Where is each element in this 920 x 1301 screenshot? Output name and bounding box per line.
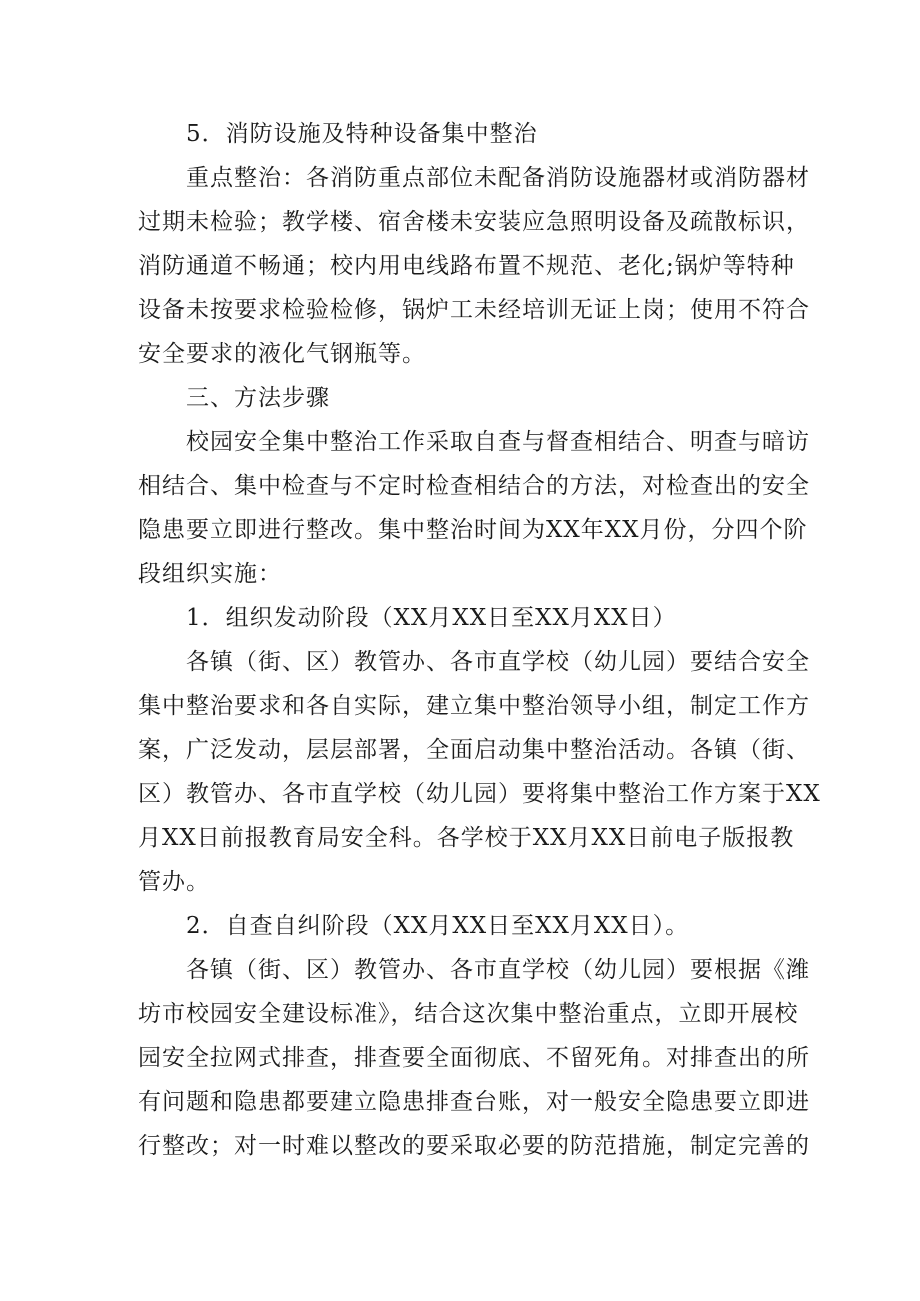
paragraph-mobilization	[138, 640, 821, 904]
section-heading-methods-steps: 三、方法步骤	[186, 385, 330, 411]
text-line: 隐患要立即进行整改。集中整治时间为XX年XX月份，分四个阶	[138, 517, 808, 543]
text-line: 段组织实施：	[138, 561, 282, 587]
section-heading-mobilization-phase: 1．组织发动阶段（XX月XX日至XX月XX日）	[186, 605, 677, 631]
text-line: 行整改；对一时难以整改的要采取必要的防范措施，制定完善的	[138, 1133, 810, 1159]
text-line: 坊市校园安全建设标准》，结合这次集中整治重点，立即开展校	[138, 1001, 799, 1027]
text-line: 园安全拉网式排查，排查要全面彻底、不留死角。对排查出的所	[138, 1045, 810, 1071]
text-line: 过期未检验；教学楼、宿舍楼未安装应急照明设备及疏散标识，	[138, 209, 810, 235]
text-line: 设备未按要求检验检修，锅炉工未经培训无证上岗；使用不符合	[138, 297, 810, 323]
text-line: 案，广泛发动，层层部署，全面启动集中整治活动。各镇（街、	[138, 737, 810, 763]
section-heading-fire-facilities: 5．消防设施及特种设备集中整治	[186, 121, 538, 147]
text-line: 有问题和隐患都要建立隐患排查台账，对一般安全隐患要立即进	[138, 1089, 810, 1115]
text-line: 月XX日前报教育局安全科。各学校于XX月XX日前电子版报教	[138, 825, 795, 851]
paragraph-key-rectification	[138, 156, 810, 376]
text-line: 各镇（街、区）教管办、各市直学校（幼儿园）要结合安全	[186, 649, 810, 675]
text-line: 集中整治要求和各自实际，建立集中整治领导小组，制定工作方	[138, 693, 810, 719]
paragraph-methods-intro	[138, 420, 810, 596]
text-line: 重点整治：各消防重点部位未配备消防设施器材或消防器材	[186, 165, 810, 191]
text-line: 消防通道不畅通；校内用电线路布置不规范、老化;锅炉等特种	[138, 253, 795, 279]
document-body	[138, 112, 821, 1168]
text-line: 校园安全集中整治工作采取自查与督查相结合、明查与暗访	[186, 429, 810, 455]
section-heading-self-inspection-phase: 2．自查自纠阶段（XX月XX日至XX月XX日）。	[186, 913, 690, 939]
paragraph-self-inspection	[138, 948, 810, 1168]
text-line: 安全要求的液化气钢瓶等。	[138, 341, 426, 367]
text-line: 管办。	[138, 869, 210, 895]
text-line: 各镇（街、区）教管办、各市直学校（幼儿园）要根据《潍	[186, 957, 810, 983]
text-line: 相结合、集中检查与不定时检查相结合的方法，对检查出的安全	[138, 473, 810, 499]
text-line: 区）教管办、各市直学校（幼儿园）要将集中整治工作方案于XX	[138, 781, 821, 807]
